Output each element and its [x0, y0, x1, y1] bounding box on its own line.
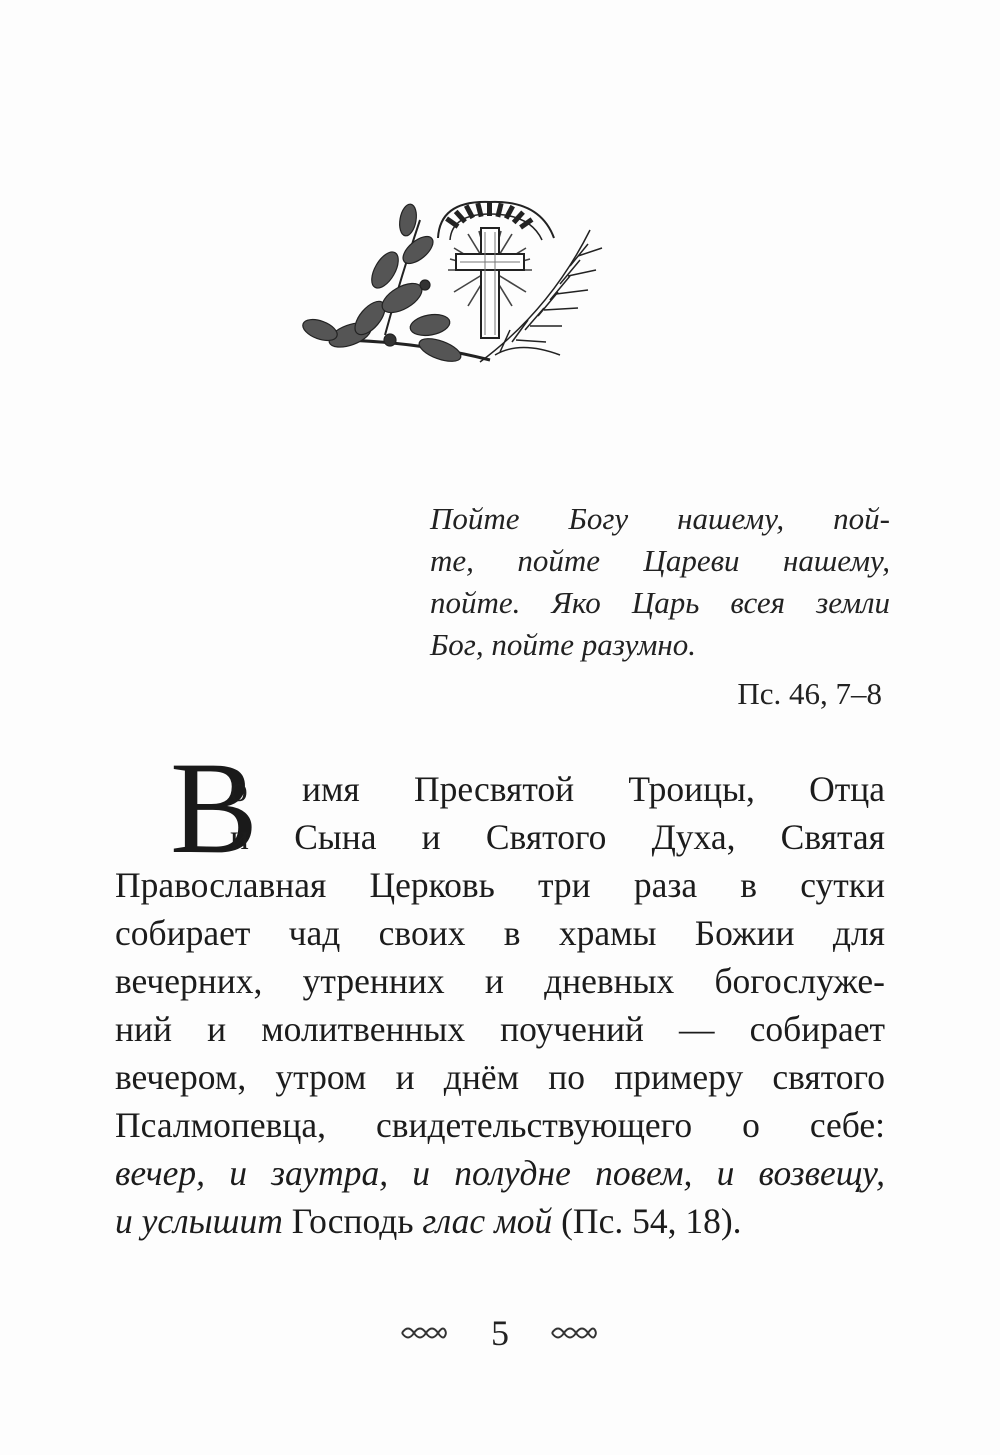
text-run: вечерних, утренних и дневных богослуже- — [115, 961, 885, 1001]
body-line — [115, 909, 885, 957]
text-run: собирает чад своих в храмы Божии для — [115, 913, 885, 953]
text-run: вечером, утром и днём по примеру святого — [115, 1057, 885, 1097]
body-line — [115, 1005, 885, 1053]
text-run: Господь — [282, 1201, 423, 1241]
epigraph-reference: Пс. 46, 7–8 — [737, 676, 882, 711]
italic-quote-run: вечер, и заутра, и полудне повем, и возвещу, — [115, 1153, 885, 1193]
body-line — [115, 1053, 885, 1101]
text-run: и Сына и Святого Духа, Святая — [230, 817, 885, 857]
italic-quote-run: глас мой — [422, 1201, 553, 1241]
text-run: Псалмопевца, свидетельствующего о себе: — [115, 1105, 885, 1145]
drop-cap: В — [170, 734, 259, 881]
body-line — [115, 957, 885, 1005]
epigraph-line: Бог, пойте разумно. — [430, 627, 697, 662]
page-number: 5 — [491, 1313, 509, 1353]
epigraph-line: те, пойте Цареви нашему, — [430, 543, 890, 578]
cross-wreath-vignette — [290, 190, 630, 390]
oak-branch — [300, 203, 490, 366]
text-run: (Пс. 54, 18). — [552, 1201, 742, 1241]
italic-quote-run: и услышит — [115, 1201, 283, 1241]
text-run: ний и молитвенных поучений — собирает — [115, 1009, 885, 1049]
cross-icon — [456, 228, 524, 338]
text-run: о имя Пресвятой Троицы, Отца — [230, 769, 885, 809]
body-line — [115, 1101, 885, 1149]
body-line — [115, 813, 885, 861]
knot-ornament-icon — [550, 1322, 598, 1344]
body-line — [115, 765, 885, 813]
epigraph-line: пойте. Яко Царь всея земли — [430, 585, 890, 620]
epigraph — [430, 498, 890, 666]
body-line — [115, 861, 885, 909]
epigraph-line: Пойте Богу нашему, пой- — [430, 501, 890, 536]
body-line — [115, 1149, 885, 1197]
text-run: Православная Церковь три раза в сутки — [115, 865, 885, 905]
body-paragraph — [115, 765, 885, 1245]
knot-ornament-icon — [400, 1322, 448, 1344]
body-line — [115, 1197, 885, 1245]
